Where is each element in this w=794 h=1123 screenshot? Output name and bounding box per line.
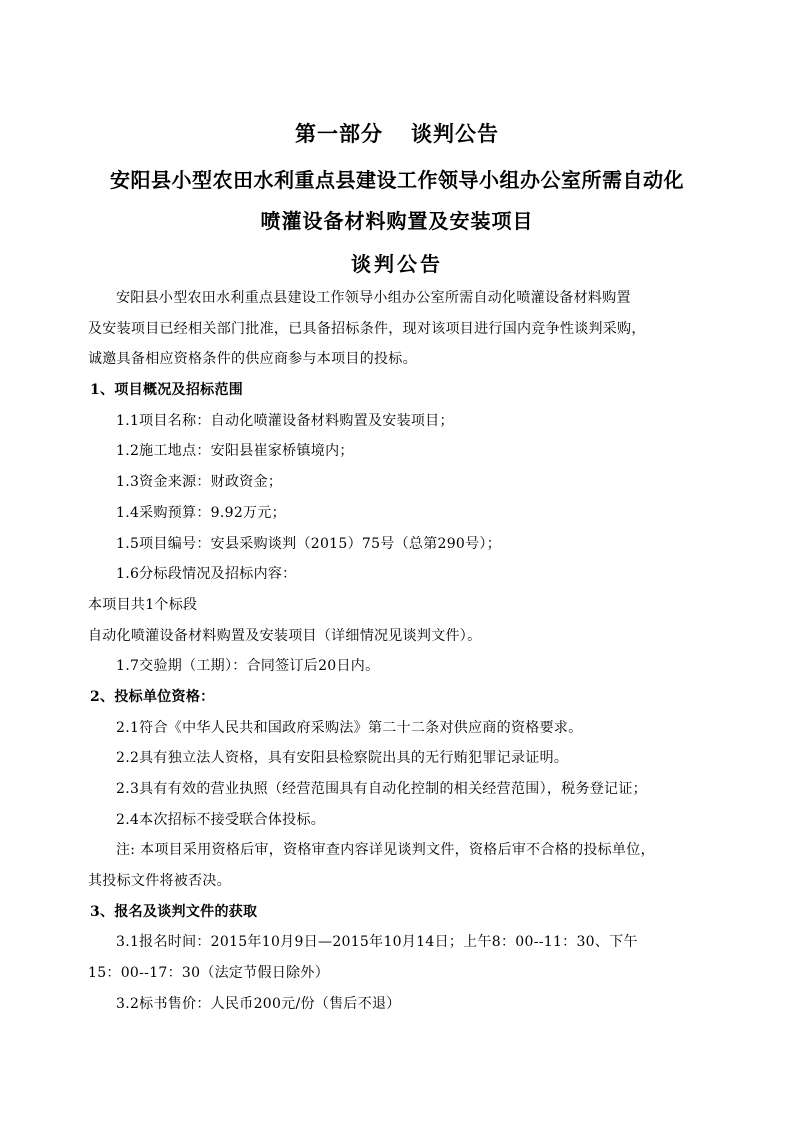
intro-line: 诚邀具备相应资格条件的供应商参与本项目的投标。 [88,351,417,368]
section-2-note: 注: 本项目采用资格后审，资格审查内容详见谈判文件，资格后审不合格的投标单位， [116,842,655,859]
project-title-line-2: 喷灌设备材料购置及安装项目 [260,209,534,233]
section-1-item: 1.1项目名称：自动化喷灌设备材料购置及安装项目； [116,412,454,429]
section-1-item: 1.7交验期（工期）：合同签订后20日内。 [116,658,380,675]
section-3-item: 15：00--17：30（法定节假日除外） [88,965,330,982]
intro-line: 及安装项目已经相关部门批准，已具备招标条件，现对该项目进行国内竞争性谈判采购， [88,320,646,337]
section-3-item: 3.1报名时间：2015年10月9日—2015年10月14日；上午8：00--11：30、下午 [116,934,638,951]
part-number: 第一部分 [295,121,383,146]
section-1-item: 1.5项目编号：安县采购谈判（2015）75号（总第290号）； [116,535,502,552]
section-3-item: 3.2标书售价：人民币200元/份（售后不退） [116,995,401,1012]
part-heading [0,118,794,148]
section-2-item: 2.3具有有效的营业执照（经营范围具有自动化控制的相关经营范围），税务登记证； [116,781,647,797]
section-2-item: 2.4本次招标不接受联合体投标。 [116,811,326,828]
part-title: 谈判公告 [411,121,499,146]
section-1-item: 1.6分标段情况及招标内容： [116,566,297,583]
section-1-item: 1.4采购预算：9.92万元； [116,504,286,521]
section-1-title: 1、项目概况及招标范围 [90,382,244,399]
section-3-title: 3、报名及谈判文件的获取 [90,903,258,920]
notice-title: 谈判公告 [351,252,443,276]
section-2-title: 2、投标单位资格： [90,688,215,705]
document-body [88,283,708,1020]
lots-line: 自动化喷灌设备材料购置及安装项目（详细情况见谈判文件）。 [88,627,482,644]
section-1-item: 1.2施工地点：安阳县崔家桥镇境内； [116,443,354,460]
section-2-note: 其投标文件将被否决。 [88,873,231,890]
section-2-item: 2.2具有独立法人资格，具有安阳县检察院出具的无行贿犯罪记录证明。 [116,750,569,767]
project-title-line-1: 安阳县小型农田水利重点县建设工作领导小组办公室所需自动化 [110,168,684,192]
lots-line: 本项目共1个标段 [88,596,198,613]
section-1-item: 1.3资金来源：财政资金； [116,474,283,491]
intro-line: 安阳县小型农田水利重点县建设工作领导小组办公室所需自动化喷灌设备材料购置 [116,290,631,306]
section-2-item: 2.1符合《中华人民共和国政府采购法》第二十二条对供应商的资格要求。 [116,719,583,736]
